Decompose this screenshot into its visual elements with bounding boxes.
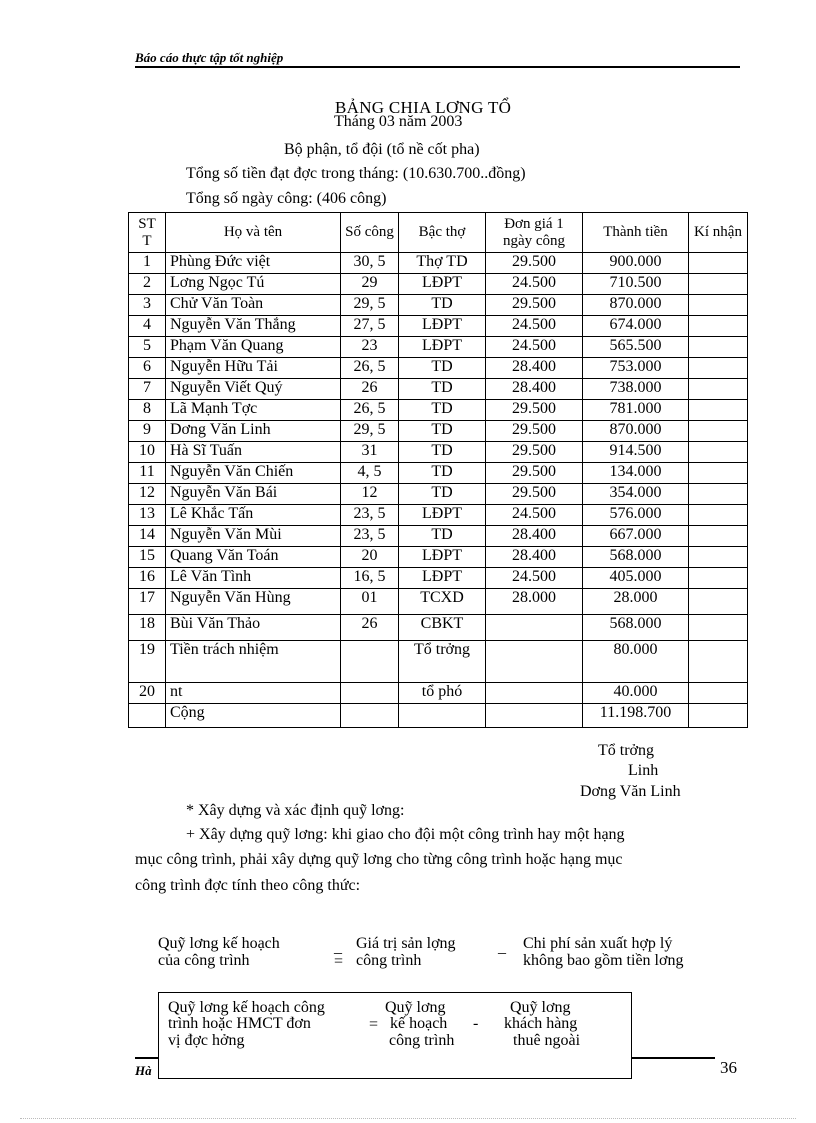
cell-name: Bùi Văn Thảo [166, 615, 341, 641]
cell-stt: 5 [129, 337, 166, 358]
formula1-term-b1: Giá trị sản lợng [356, 935, 456, 952]
cell-sign [689, 337, 748, 358]
cell-stt: 8 [129, 400, 166, 421]
cell-sign [689, 484, 748, 505]
cell-grade: LĐPT [399, 337, 486, 358]
cell-amount: 568.000 [583, 615, 689, 641]
cell-days: 4, 5 [341, 463, 399, 484]
cell-sign [689, 400, 748, 421]
cell-name: Dơng Văn Linh [166, 421, 341, 442]
cell-grade: TD [399, 463, 486, 484]
cell-amount: 667.000 [583, 526, 689, 547]
cell-days [341, 641, 399, 683]
cell-sign [689, 704, 748, 728]
cell-sign [689, 547, 748, 568]
cell-amount: 80.000 [583, 641, 689, 683]
formula2-term-b2: kế hoạch [390, 1015, 448, 1032]
cell-sign [689, 526, 748, 547]
col-header-sign: Kí nhận [689, 213, 748, 253]
cell-days: 26 [341, 615, 399, 641]
cell-price: 28.400 [486, 358, 583, 379]
cell-price: 29.500 [486, 253, 583, 274]
cell-days: 29, 5 [341, 421, 399, 442]
cell-grade: Thợ TD [399, 253, 486, 274]
cell-name: Nguyễn Viết Quý [166, 379, 341, 400]
table-row [129, 704, 748, 728]
cell-sign [689, 615, 748, 641]
running-header: Báo cáo thực tập tốt nghiệp [135, 50, 284, 65]
table-row [129, 421, 748, 442]
cell-stt: 17 [129, 589, 166, 615]
paragraph-line-2: mục công trình, phải xây dựng quỹ lơng cho từng công trình hoặc hạng mục [135, 851, 623, 868]
cell-name: Nguyễn Văn Thắng [166, 316, 341, 337]
cell-grade: TD [399, 358, 486, 379]
cell-stt: 11 [129, 463, 166, 484]
signature-role: Tổ trởng [598, 742, 655, 759]
cell-stt: 7 [129, 379, 166, 400]
total-days-line: Tổng số ngày công: (406 công) [186, 190, 387, 207]
cell-name: Lê Văn Tình [166, 568, 341, 589]
cell-amount: 11.198.700 [583, 704, 689, 728]
cell-amount: 28.000 [583, 589, 689, 615]
cell-amount: 134.000 [583, 463, 689, 484]
cell-grade: TD [399, 295, 486, 316]
cell-price [486, 683, 583, 704]
cell-days: 27, 5 [341, 316, 399, 337]
table-row [129, 589, 748, 615]
table-row [129, 463, 748, 484]
cell-price: 24.500 [486, 274, 583, 295]
cell-name: Nguyễn Hữu Tải [166, 358, 341, 379]
cell-name: Nguyễn Văn Bái [166, 484, 341, 505]
cell-name: Phùng Đức việt [166, 253, 341, 274]
cell-stt: 12 [129, 484, 166, 505]
cell-price: 28.400 [486, 547, 583, 568]
cell-days: 30, 5 [341, 253, 399, 274]
cell-grade: TD [399, 442, 486, 463]
formula2-minus: - [473, 1015, 479, 1032]
cell-amount: 405.000 [583, 568, 689, 589]
table-row [129, 547, 748, 568]
formula1-op1b: = [334, 953, 344, 970]
col-header-days: Số công [341, 213, 399, 253]
cell-price: 28.400 [486, 526, 583, 547]
cell-price: 29.500 [486, 421, 583, 442]
cell-name: Hà Sĩ Tuấn [166, 442, 341, 463]
formula1-op2: _ [498, 939, 506, 956]
cell-sign [689, 641, 748, 683]
formula1-term-a1: Quỹ lơng kế hoạch [158, 935, 280, 952]
cell-stt: 20 [129, 683, 166, 704]
page-bottom-dots [20, 1118, 796, 1119]
cell-price: 29.500 [486, 295, 583, 316]
cell-price: 29.500 [486, 463, 583, 484]
cell-stt: 18 [129, 615, 166, 641]
signature-full: Dơng Văn Linh [580, 783, 681, 800]
cell-price: 24.500 [486, 505, 583, 526]
cell-name: Lơng Ngọc Tú [166, 274, 341, 295]
cell-amount: 568.000 [583, 547, 689, 568]
table-row [129, 615, 748, 641]
table-row [129, 484, 748, 505]
cell-stt: 6 [129, 358, 166, 379]
cell-name: Nguyễn Văn Mùi [166, 526, 341, 547]
formula2-term-c2: khách hàng [504, 1015, 578, 1032]
cell-name: Quang Văn Toán [166, 547, 341, 568]
cell-amount: 900.000 [583, 253, 689, 274]
formula1-term-b2: công trình [356, 952, 422, 969]
table-row [129, 274, 748, 295]
cell-days: 12 [341, 484, 399, 505]
table-row [129, 337, 748, 358]
cell-price: 29.500 [486, 400, 583, 421]
cell-grade: TD [399, 379, 486, 400]
cell-sign [689, 568, 748, 589]
formula1-term-c1: Chi phí sản xuất hợp lý [523, 935, 673, 952]
cell-price: 24.500 [486, 337, 583, 358]
formula1-term-a2: của công trình [158, 952, 250, 969]
formula2-term-b1: Quỹ lơng [385, 999, 446, 1016]
cell-amount: 354.000 [583, 484, 689, 505]
cell-amount: 914.500 [583, 442, 689, 463]
col-header-grade: Bậc thợ [399, 213, 486, 253]
cell-sign [689, 274, 748, 295]
cell-grade: LĐPT [399, 568, 486, 589]
cell-name: Nguyễn Văn Hùng [166, 589, 341, 615]
formula2-term-a2: trình hoặc HMCT đơn [168, 1015, 311, 1032]
cell-days: 29, 5 [341, 295, 399, 316]
cell-days: 26, 5 [341, 358, 399, 379]
cell-grade: TCXD [399, 589, 486, 615]
cell-amount: 738.000 [583, 379, 689, 400]
page-subtitle: Tháng 03 năm 2003 [334, 113, 463, 130]
cell-days: 26 [341, 379, 399, 400]
cell-grade: TD [399, 526, 486, 547]
total-money-line: Tổng số tiền đạt đợc trong tháng: (10.630.700..đồng) [186, 165, 526, 182]
cell-amount: 870.000 [583, 295, 689, 316]
cell-days: 23 [341, 337, 399, 358]
table-body [129, 253, 748, 728]
section-heading: * Xây dựng và xác định quỹ lơng: [186, 802, 405, 819]
cell-sign [689, 295, 748, 316]
cell-stt: 19 [129, 641, 166, 683]
cell-grade: TD [399, 484, 486, 505]
cell-grade: tổ phó [399, 683, 486, 704]
cell-stt: 1 [129, 253, 166, 274]
footer-left: Hà [135, 1063, 152, 1078]
cell-days: 29 [341, 274, 399, 295]
cell-name: Chử Văn Toàn [166, 295, 341, 316]
cell-sign [689, 316, 748, 337]
page-number: 36 [720, 1058, 737, 1077]
cell-name: Lê Khắc Tấn [166, 505, 341, 526]
table-row [129, 400, 748, 421]
cell-days: 16, 5 [341, 568, 399, 589]
table-row [129, 641, 748, 683]
cell-name: Lã Mạnh Tợc [166, 400, 341, 421]
cell-amount: 674.000 [583, 316, 689, 337]
cell-price: 28.000 [486, 589, 583, 615]
cell-days: 31 [341, 442, 399, 463]
col-header-amount: Thành tiền [583, 213, 689, 253]
cell-price: 29.500 [486, 484, 583, 505]
col-header-price: Đơn giá 1 ngày công [486, 213, 583, 253]
cell-name: Phạm Văn Quang [166, 337, 341, 358]
col-header-name: Họ và tên [166, 213, 341, 253]
table-row [129, 526, 748, 547]
formula2-term-c1: Quỹ lơng [510, 999, 571, 1016]
cell-sign [689, 505, 748, 526]
cell-name: Nguyễn Văn Chiến [166, 463, 341, 484]
table-row [129, 253, 748, 274]
cell-sign [689, 253, 748, 274]
dept-line: Bộ phận, tổ đội (tổ nề cốt pha) [284, 141, 480, 158]
cell-days: 20 [341, 547, 399, 568]
cell-days: 26, 5 [341, 400, 399, 421]
cell-grade: TD [399, 400, 486, 421]
formula2-equals: = [369, 1016, 379, 1033]
cell-stt: 13 [129, 505, 166, 526]
col-header-stt: ST T [129, 213, 166, 253]
table-row [129, 568, 748, 589]
table-row [129, 358, 748, 379]
cell-stt: 10 [129, 442, 166, 463]
formula2-term-c3: thuê ngoài [513, 1032, 581, 1049]
cell-name: nt [166, 683, 341, 704]
cell-amount: 781.000 [583, 400, 689, 421]
cell-grade: TD [399, 421, 486, 442]
cell-price: 24.500 [486, 568, 583, 589]
table-row [129, 683, 748, 704]
cell-name: Tiền trách nhiệm [166, 641, 341, 683]
cell-name: Cộng [166, 704, 341, 728]
cell-sign [689, 442, 748, 463]
cell-price [486, 641, 583, 683]
cell-days [341, 704, 399, 728]
cell-sign [689, 589, 748, 615]
formula2-term-a3: vị đợc hởng [168, 1032, 245, 1049]
page-title: BẢNG CHIA LƠNG TỔ [335, 98, 512, 117]
cell-price: 28.400 [486, 379, 583, 400]
table-row [129, 505, 748, 526]
paragraph-line-1: + Xây dựng quỹ lơng: khi giao cho đội một công trình hay một hạng [186, 826, 625, 843]
paragraph-line-3: công trình đợc tính theo công thức: [135, 877, 361, 894]
signature-short: Linh [628, 762, 659, 779]
cell-grade: LĐPT [399, 316, 486, 337]
table-row [129, 316, 748, 337]
table-row [129, 379, 748, 400]
cell-grade: CBKT [399, 615, 486, 641]
cell-grade: LĐPT [399, 274, 486, 295]
cell-days: 01 [341, 589, 399, 615]
cell-price [486, 615, 583, 641]
cell-amount: 40.000 [583, 683, 689, 704]
cell-grade: Tổ trởng [399, 641, 486, 683]
cell-days: 23, 5 [341, 526, 399, 547]
salary-table [128, 212, 748, 728]
cell-stt: 4 [129, 316, 166, 337]
cell-sign [689, 421, 748, 442]
cell-sign [689, 463, 748, 484]
cell-stt: 15 [129, 547, 166, 568]
cell-price: 29.500 [486, 442, 583, 463]
cell-amount: 870.000 [583, 421, 689, 442]
cell-days [341, 683, 399, 704]
cell-stt: 9 [129, 421, 166, 442]
cell-sign [689, 358, 748, 379]
cell-amount: 576.000 [583, 505, 689, 526]
cell-price [486, 704, 583, 728]
header-rule [135, 66, 740, 68]
cell-stt: 3 [129, 295, 166, 316]
cell-stt: 16 [129, 568, 166, 589]
cell-days: 23, 5 [341, 505, 399, 526]
cell-grade: LĐPT [399, 505, 486, 526]
cell-stt: 14 [129, 526, 166, 547]
cell-grade: LĐPT [399, 547, 486, 568]
cell-amount: 753.000 [583, 358, 689, 379]
cell-sign [689, 379, 748, 400]
table-row [129, 295, 748, 316]
cell-amount: 565.500 [583, 337, 689, 358]
formula1-op1: _ [334, 939, 342, 956]
table-row [129, 442, 748, 463]
formula2-term-b3: công trình [389, 1032, 455, 1049]
cell-sign [689, 683, 748, 704]
cell-stt [129, 704, 166, 728]
cell-stt: 2 [129, 274, 166, 295]
cell-price: 24.500 [486, 316, 583, 337]
cell-amount: 710.500 [583, 274, 689, 295]
cell-grade [399, 704, 486, 728]
formula2-term-a1: Quỹ lơng kế hoạch công [168, 999, 325, 1016]
formula1-term-c2: không bao gồm tiền lơng [523, 952, 684, 969]
